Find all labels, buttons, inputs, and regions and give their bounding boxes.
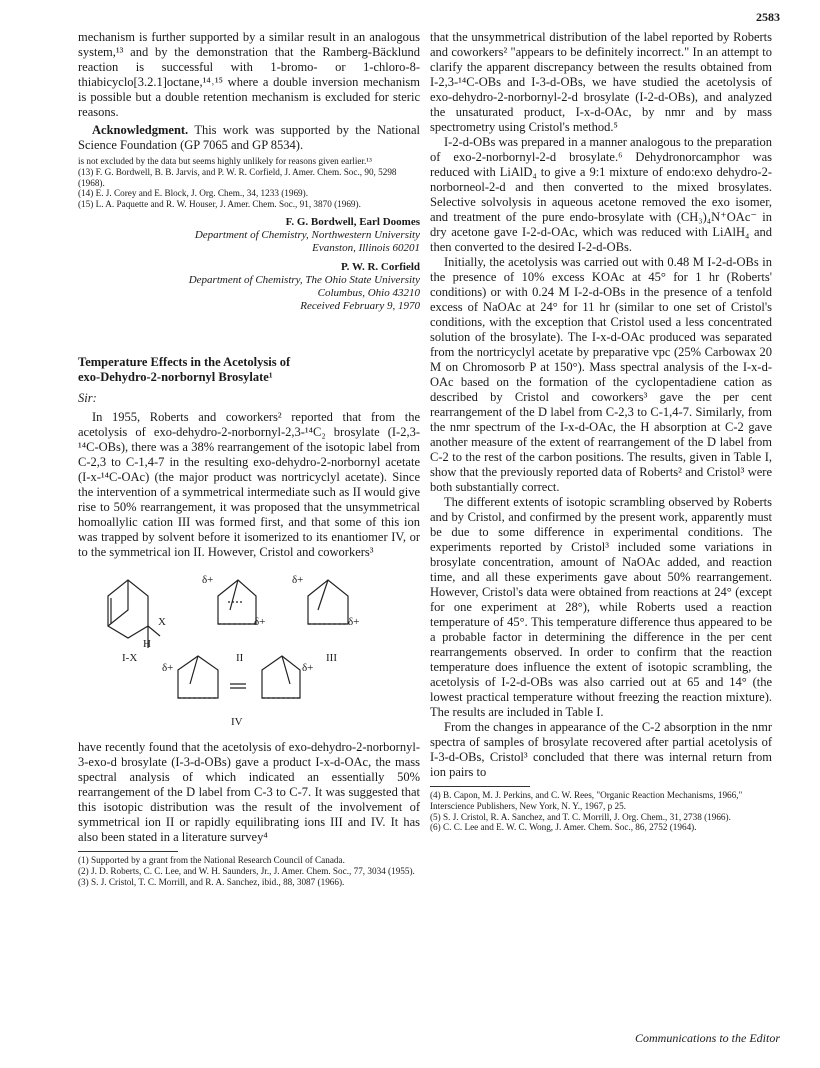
delta-plus: δ+	[162, 661, 174, 674]
footnote-divider	[430, 786, 530, 787]
received-date: Received February 9, 1970	[300, 299, 420, 312]
reference-1: (1) Supported by a grant from the National Research Council of Canada.	[78, 854, 345, 865]
label-IV: IV	[231, 715, 243, 728]
paragraph: I-2-d-OBs was prepared in a manner analogous to the preparation of exo-2-norbornyl-2-d brosylate.⁶ Dehydronorcamphor was reduced with LiAlD₄ to give a 9:1 mixture of endo:exo dehydro-2-norborneol-2-d and then converted to the mixed brosylates. Selective solvolysis in aqueous acetone removed the exo isomer, and treatment of the pure endo-brosylate with (CH₃)₄N⁺OAc⁻ in dry acetone gave I-2-d-OAc, which was reduced with LiAlH₄ and then converted to the desired I-2-d-OBs.	[430, 135, 773, 254]
affiliation-1b: Evanston, Illinois 60201	[312, 241, 420, 254]
paragraph: From the changes in appearance of the C-2 absorption in the nmr spectra of samples of brosylate recovered after partial acetolysis of I-3-d-OBs, Cristol³ concluded that there was internal return from ion pairs to	[430, 720, 772, 779]
label-x: X	[158, 615, 166, 628]
reference-14: (14) E. J. Corey and E. Block, J. Org. Chem., 34, 1233 (1969).	[78, 188, 309, 199]
title-line-2: exo-Dehydro-2-norbornyl Brosylate¹	[78, 369, 273, 384]
delta-plus: δ+	[202, 573, 214, 586]
footnote-divider	[78, 851, 178, 852]
paragraph: mechanism is further supported by a similar result in an analogous system,¹³ and by the demonstration that the Ramberg-Bäcklund reaction is successful with 1-bromo- or 1-chloro-8-thiabicyclo[3.2.1]octane,¹⁴˒¹⁵ where a double inversion mechanism is possible but a double retention mechanism is excluded for steric reasons.	[78, 30, 420, 119]
footnote: is not excluded by the data but seems highly unlikely for reasons given earlier.¹³	[78, 156, 372, 166]
right-column	[430, 30, 772, 833]
structure-III	[308, 580, 348, 624]
author-2: P. W. R. Corfield	[340, 260, 420, 273]
paragraph: Initially, the acetolysis was carried out with 0.48 M I-2-d-OBs in the presence of 10% excess KOAc at 45° for 1 hr (Roberts' conditions) or with 0.24 M I-2-d-OBs in the presence of a tenfold excess of NaOAc at 24° for 11 hr (similar to one set of Cristol's conditions, with the exception that Cristol used a less concentrated solution of the brosylate). The I-x-d-OAc produced was separated from the nortricyclyl acetate by preparative vpc (25% Carbowax 20 M on Chromosorb P at 150°). Mass spectral analysis of the I-x-d-OAc based on the formation of the cyclopentadiene cation as described by Cristol and coworkers³ gave the per cent rearrangement of the D label from C-2,3 to C-1,4-7. Similarly, from the nmr spectrum of the I-x-d-OAc, the H absorption at C-2 gave another measure of the extent of rearrangement of the D label from C-2 to the rest of the carbon positions. The results, given in Table I, show that the previously reported data of Roberts² and Cristol³ were both substantially correct.	[430, 255, 772, 494]
label-III: III	[326, 651, 337, 664]
references-top	[78, 156, 420, 210]
footer-section-title: Communications to the Editor	[635, 1031, 780, 1045]
references-bottom	[78, 855, 420, 887]
structure-diagram	[78, 566, 420, 736]
reference-2: (2) J. D. Roberts, C. C. Lee, and W. H. Saunders, Jr., J. Amer. Chem. Soc., 77, 3034 (1955).	[78, 865, 415, 876]
label-II: II	[236, 651, 244, 664]
article-title	[78, 355, 420, 385]
affiliation-1a: Department of Chemistry, Northwestern University	[194, 228, 420, 241]
structure-I-X	[108, 580, 160, 648]
paragraph: In 1955, Roberts and coworkers² reported that from the acetolysis of exo-dehydro-2-norbornyl-2,3-¹⁴C₂ brosylate (I-2,3-¹⁴C-OBs), there was a 38% rearrangement of the isotopic label from C-2,3 to C-1,4-7 in the resulting exo-dehydro-2-norbornyl acetate (I-x-¹⁴C-OAc) (the major product was nortricyclyl acetate). Since the intervention of a symmetrical intermediate such as II would give rise to 50% rearrangement, it was proposed that the unsymmetrical homoallylic cation III was formed first, and that some of this ion was trapped by solvent before it isomerized to its enantiomer IV, or to the symmetrical ion II. However, Cristol and coworkers³	[78, 409, 420, 559]
author-1: F. G. Bordwell, Earl Doomes	[285, 215, 420, 228]
title-line-1: Temperature Effects in the Acetolysis of	[78, 354, 291, 369]
acknowledgment-label: Acknowledgment.	[92, 123, 189, 137]
reference-5: (5) S. J. Cristol, R. A. Sanchez, and T. C. Morrill, J. Org. Chem., 31, 2738 (1966).	[430, 811, 731, 822]
salutation: Sir:	[78, 390, 97, 405]
left-column	[78, 30, 420, 887]
delta-plus: δ+	[292, 573, 304, 586]
acknowledgment-text: This work was supported by the National Science Foundation (GP 7065 and GP 8534).	[78, 123, 420, 152]
affiliation-2b: Columbus, Ohio 43210	[317, 286, 420, 299]
page-number: 2583	[756, 10, 780, 24]
acknowledgment	[78, 123, 420, 153]
structure-II	[218, 580, 256, 624]
reference-4: (4) B. Capon, M. J. Perkins, and C. W. Rees, "Organic Reaction Mechanisms, 1966," Interscience Publishers, New York, N. Y., 1967, p 25.	[430, 790, 743, 811]
structures-svg	[78, 566, 420, 736]
affiliation-2a: Department of Chemistry, The Ohio State University	[188, 273, 420, 286]
delta-plus: δ+	[348, 615, 360, 628]
label-h: H	[143, 637, 151, 650]
references-right	[430, 790, 772, 833]
label-I-X: I-X	[122, 651, 138, 664]
delta-plus: δ+	[302, 661, 314, 674]
delta-plus: δ+	[254, 615, 266, 628]
reference-13: (13) F. G. Bordwell, B. B. Jarvis, and P. W. R. Corfield, J. Amer. Chem. Soc., 90, 5298 (1968).	[78, 166, 397, 188]
reference-3: (3) S. J. Cristol, T. C. Morrill, and R. A. Sanchez, ibid., 88, 3087 (1966).	[78, 876, 345, 887]
paragraph: The different extents of isotopic scrambling observed by Roberts and by Cristol, and confirmed by the present work, apparently must be due to some difference in experimental conditions. The experiments reported by Cristol³ included some variations in brosylate concentration, amount of NaOAc added, and reaction time, and all these experiments gave about 50% rearrangement. However, Cristol's data were obtained from reactions at 24° (except for one experiment at 28°), while Roberts used a reaction temperature of 45°. This temperature difference thus appeared to be a probable factor in determining the difference in the per cent rearrangements observed. In order to confirm that the reaction temperature does influence the extent of isotopic scrambling, the acetolysis of I-2-d-OBs was also carried out at 65 and 14° (the lowest practical temperature without freezing the reaction mixture). The results are included in Table I.	[430, 495, 772, 719]
paragraph: that the unsymmetrical distribution of the label reported by Roberts and coworkers² "appears to be definitely incorrect." In an attempt to clarify the apparent discrepancy between the results obtained from I-2,3-¹⁴C-OBs and I-3-d-OBs, we have studied the acetolysis of exo-dehydro-2-norbornyl-2-d brosylate (I-2-d-OBs), and analyzed the unsaturated product, I-x-d-OAc, by nmr and by mass spectrometry using Cristol's method.⁵	[430, 30, 772, 134]
paragraph: have recently found that the acetolysis of exo-dehydro-2-norbornyl-3-exo-d brosylate (I-3-d-OBs) gave a product I-x-d-OAc, the mass spectral analysis of which indicated an essentially 50% rearrangement of the D label from C-3 to C-7. It was suggested that this isotopic distribution was the result of the involvement of symmetrical ion II or rapidly equilibrating ions III and IV. It has also been stated in a literature survey⁴	[78, 739, 420, 844]
reference-15: (15) L. A. Paquette and R. W. Houser, J. Amer. Chem. Soc., 91, 3870 (1969).	[78, 199, 361, 210]
reference-6: (6) C. C. Lee and E. W. C. Wong, J. Amer. Chem. Soc., 86, 2752 (1964).	[430, 822, 697, 833]
